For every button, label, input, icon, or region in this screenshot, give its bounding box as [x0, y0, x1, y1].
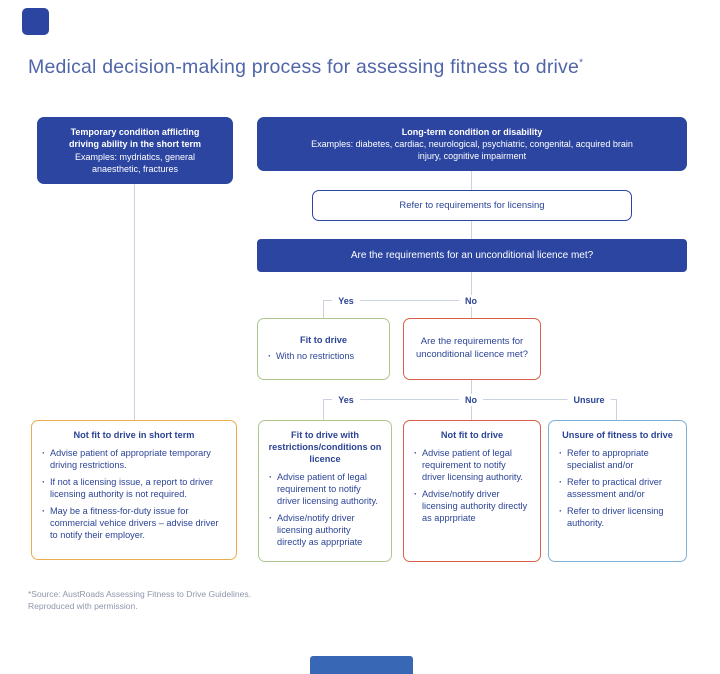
- temporary-condition-title: Temporary condition afflicting driving ability in the short term: [68, 127, 202, 150]
- not-fit-short-term-bullet-1: · Advise patient of appropriate temporary driving restrictions.: [41, 448, 227, 472]
- page-title-text: Medical decision-making process for assessing fitness to drive: [28, 56, 580, 78]
- unconditional-question-text: Are the requirements for unconditional licence met?: [416, 336, 528, 360]
- unsure-fitness-bullet-3: · Refer to driver licensing authority.: [558, 506, 677, 530]
- source-footnote: [28, 588, 251, 612]
- branch2-yes-label: Yes: [332, 394, 360, 406]
- page-title-asterisk: *: [579, 57, 584, 69]
- branch2-unsure-stub: [616, 399, 617, 420]
- unsure-fitness-title: Unsure of fitness to drive: [562, 430, 673, 440]
- not-fit-title: Not fit to drive: [440, 430, 504, 440]
- fit-with-restrictions-box: [258, 420, 392, 562]
- branch2-yes-stub: [323, 399, 324, 420]
- fit-to-drive-bullet: · With no restrictions: [267, 351, 380, 363]
- connector-temporary-to-notfit: [134, 184, 135, 420]
- source-footnote-line2: Reproduced with permission.: [28, 601, 138, 611]
- fit-to-drive-title: Fit to drive: [300, 335, 347, 346]
- not-fit-bullet-2: · Advise/notify driver licensing authority directly as apprpriate: [413, 489, 531, 525]
- connector-longterm-to-refer: [471, 171, 472, 190]
- fit-with-restrictions-bullet-2: · Advise/notify driver licensing authority directly as apprpriate: [268, 513, 382, 549]
- unconditional-question-box: [403, 318, 541, 380]
- not-fit-short-term-box: [31, 420, 237, 560]
- unsure-fitness-box: [548, 420, 687, 562]
- unsure-fitness-bullet-1: · Refer to appropriate specialist and/or: [558, 448, 677, 472]
- not-fit-short-term-title: Not fit to drive in short term: [73, 430, 195, 440]
- not-fit-short-term-bullet-2: · If not a licensing issue, a report to driver licensing authority is not required.: [41, 477, 227, 501]
- fit-with-restrictions-bullet-1: · Advise patient of legal requirement to notify driver licensing authority.: [268, 472, 382, 508]
- longterm-condition-examples: Examples: diabetes, cardiac, neurological, psychiatric, congenital, acquired brain injury, cognitive impairment: [311, 138, 633, 162]
- temporary-condition-box: [37, 117, 233, 184]
- logo-mark: [22, 8, 49, 35]
- branch2-unsure-label: Unsure: [567, 394, 610, 406]
- not-fit-short-term-bullet-3: · May be a fitness-for-duty issue for commercial vehice drivers – advise driver to notify their employer.: [41, 506, 227, 542]
- source-footnote-line1: *Source: AustRoads Assessing Fitness to Drive Guidelines.: [28, 589, 251, 599]
- temporary-condition-examples: Examples: mydriatics, general anaesthetic, fractures: [74, 151, 196, 174]
- fit-to-drive-box: [257, 318, 390, 380]
- longterm-condition-box: [257, 117, 687, 171]
- bottom-button-fragment: [310, 656, 413, 674]
- refer-requirements-label: Refer to requirements for licensing: [399, 200, 545, 211]
- unsure-fitness-bullet-2: · Refer to practical driver assessment and/or: [558, 477, 677, 501]
- connector-refer-to-banner: [471, 221, 472, 239]
- not-fit-bullet-1: · Advise patient of legal requirement to notify driver licensing authority.: [413, 448, 531, 484]
- fit-with-restrictions-title: Fit to drive with restrictions/conditions on licence: [268, 430, 382, 464]
- unconditional-licence-banner: [257, 239, 687, 272]
- branch1-yes-stub: [323, 300, 324, 318]
- branch1-no-label: No: [459, 295, 483, 307]
- refer-requirements-box: [312, 190, 632, 221]
- branch2-no-label: No: [459, 394, 483, 406]
- unconditional-licence-banner-label: Are the requirements for an unconditional licence met?: [350, 250, 594, 261]
- longterm-condition-title: Long-term condition or disability: [401, 126, 543, 137]
- page-title: [28, 56, 708, 79]
- branch1-yes-label: Yes: [332, 295, 360, 307]
- not-fit-box: [403, 420, 541, 562]
